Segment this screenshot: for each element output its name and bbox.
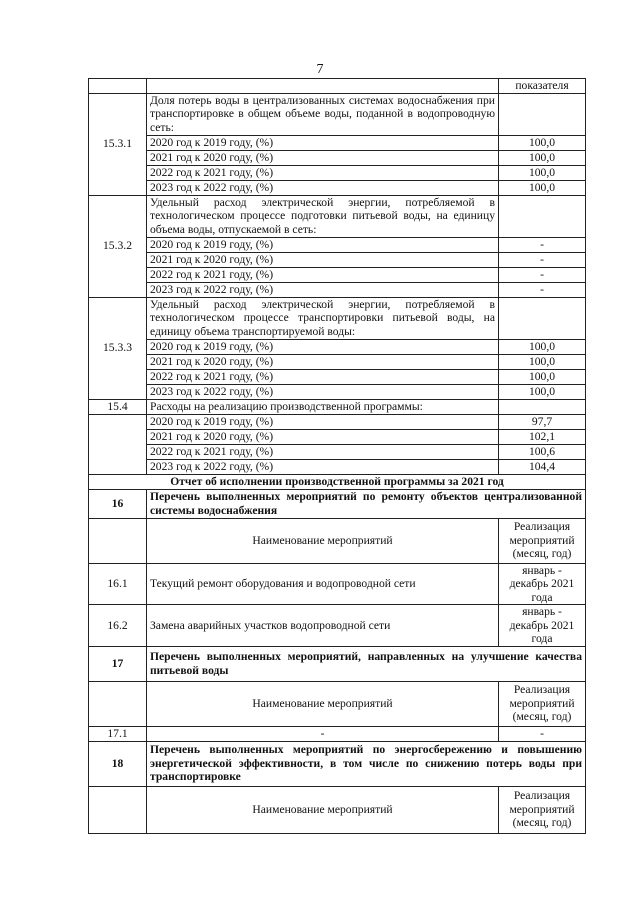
section-header-row [89, 518, 586, 563]
row-label: 2022 год к 2021 году, (%) [147, 165, 499, 180]
indicator-title-row [89, 297, 586, 339]
indicator-number: 15.3.1 [89, 93, 147, 195]
row-value: - [499, 252, 586, 267]
section-title: Перечень выполненных мероприятий по энергосбережению и повышению энергетической эффективности, в том числе по снижению потерь воды при транспортировке [147, 741, 586, 786]
indicator-title-row [89, 399, 586, 414]
indicator-number: 15.4 [89, 399, 147, 414]
section-row [89, 646, 586, 681]
item-name: - [147, 726, 499, 741]
col-period-header: Реализация мероприятий (месяц, год) [499, 786, 586, 833]
item-number: 16.2 [89, 605, 147, 647]
row-value: 100,0 [499, 165, 586, 180]
indicators-table [88, 78, 586, 834]
row-label: 2021 год к 2020 году, (%) [147, 150, 499, 165]
table-row [89, 267, 586, 282]
item-period: январь - декабрь 2021 года [499, 605, 586, 647]
item-name: Замена аварийных участков водопроводной сети [147, 605, 499, 647]
row-value: 100,0 [499, 369, 586, 384]
indicator-value-empty [499, 93, 586, 135]
table-header-row [89, 79, 586, 94]
table-row [89, 605, 586, 647]
section-row [89, 741, 586, 786]
col-period-header: Реализация мероприятий (месяц, год) [499, 681, 586, 726]
row-label: 2022 год к 2021 году, (%) [147, 369, 499, 384]
section-header-row [89, 786, 586, 833]
indicator-title: Расходы на реализацию производственной программы: [147, 399, 499, 414]
indicator-title: Удельный расход электрической энергии, потребляемой в технологическом процессе транспортировки питьевой воды, на единицу объема транспортируемой воды: [147, 297, 499, 339]
row-value: 100,0 [499, 150, 586, 165]
header-cell-indicator: показателя [499, 79, 586, 94]
section-row [89, 489, 586, 518]
table-row [89, 150, 586, 165]
table-row [89, 414, 586, 429]
row-value: 100,0 [499, 180, 586, 195]
row-num-empty [89, 518, 147, 563]
item-period: - [499, 726, 586, 741]
section-title: Перечень выполненных мероприятий, направленных на улучшение качества питьевой воды [147, 646, 586, 681]
indicator-number: 15.3.2 [89, 195, 147, 297]
row-value: 97,7 [499, 414, 586, 429]
section-header-row [89, 681, 586, 726]
row-label: 2021 год к 2020 году, (%) [147, 354, 499, 369]
table-row [89, 444, 586, 459]
report-title: Отчет об исполнении производственной программы за 2021 год [89, 474, 586, 489]
header-cell-num [89, 79, 147, 94]
table-row [89, 354, 586, 369]
row-value: 100,0 [499, 354, 586, 369]
row-num-empty [89, 786, 147, 833]
row-value: 104,4 [499, 459, 586, 474]
row-label: 2021 год к 2020 году, (%) [147, 429, 499, 444]
section-title: Перечень выполненных мероприятий по ремонту объектов централизованной системы водоснабжения [147, 489, 586, 518]
indicator-title: Доля потерь воды в централизованных системах водоснабжения при транспортировке в общем объеме воды, поданной в водопроводную сеть: [147, 93, 499, 135]
row-value: - [499, 282, 586, 297]
row-value: 100,0 [499, 384, 586, 399]
section-number: 16 [89, 489, 147, 518]
row-label: 2020 год к 2019 году, (%) [147, 339, 499, 354]
row-value: 102,1 [499, 429, 586, 444]
row-label: 2020 год к 2019 году, (%) [147, 135, 499, 150]
col-name-header: Наименование мероприятий [147, 786, 499, 833]
table-row [89, 339, 586, 354]
item-name: Текущий ремонт оборудования и водопроводной сети [147, 563, 499, 605]
row-num-empty [89, 681, 147, 726]
row-label: 2023 год к 2022 году, (%) [147, 459, 499, 474]
table-row [89, 282, 586, 297]
col-name-header: Наименование мероприятий [147, 518, 499, 563]
table-row [89, 459, 586, 474]
row-label: 2021 год к 2020 году, (%) [147, 252, 499, 267]
table-row [89, 726, 586, 741]
row-label: 2022 год к 2021 году, (%) [147, 444, 499, 459]
table-row [89, 252, 586, 267]
row-value: - [499, 267, 586, 282]
row-value: - [499, 237, 586, 252]
indicator-title: Удельный расход электрической энергии, потребляемой в технологическом процессе подготовки питьевой воды, на единицу объема воды, отпускаемой в сеть: [147, 195, 499, 237]
table-row [89, 165, 586, 180]
col-period-header: Реализация мероприятий (месяц, год) [499, 518, 586, 563]
indicator-title-row [89, 93, 586, 135]
page-number: 7 [316, 62, 324, 77]
row-value: 100,6 [499, 444, 586, 459]
table-row [89, 135, 586, 150]
report-title-row [89, 474, 586, 489]
row-label: 2020 год к 2019 году, (%) [147, 237, 499, 252]
row-label: 2023 год к 2022 году, (%) [147, 180, 499, 195]
table-row [89, 429, 586, 444]
table-row [89, 180, 586, 195]
row-value: 100,0 [499, 135, 586, 150]
table-row [89, 384, 586, 399]
col-name-header: Наименование мероприятий [147, 681, 499, 726]
indicator-value-empty [499, 195, 586, 237]
item-period: январь - декабрь 2021 года [499, 563, 586, 605]
indicator-value-empty [499, 297, 586, 339]
item-number: 16.1 [89, 563, 147, 605]
table-row [89, 563, 586, 605]
table-row [89, 237, 586, 252]
row-label: 2023 год к 2022 году, (%) [147, 282, 499, 297]
indicator-number: 15.3.3 [89, 297, 147, 399]
row-label: 2020 год к 2019 году, (%) [147, 414, 499, 429]
indicator-value-empty [499, 399, 586, 414]
row-label: 2023 год к 2022 году, (%) [147, 384, 499, 399]
section-number: 17 [89, 646, 147, 681]
row-value: 100,0 [499, 339, 586, 354]
header-cell-name [147, 79, 499, 94]
row-label: 2022 год к 2021 году, (%) [147, 267, 499, 282]
indicator-title-row [89, 195, 586, 237]
item-number: 17.1 [89, 726, 147, 741]
table-row [89, 369, 586, 384]
section-number: 18 [89, 741, 147, 786]
row-num-empty [89, 414, 147, 474]
